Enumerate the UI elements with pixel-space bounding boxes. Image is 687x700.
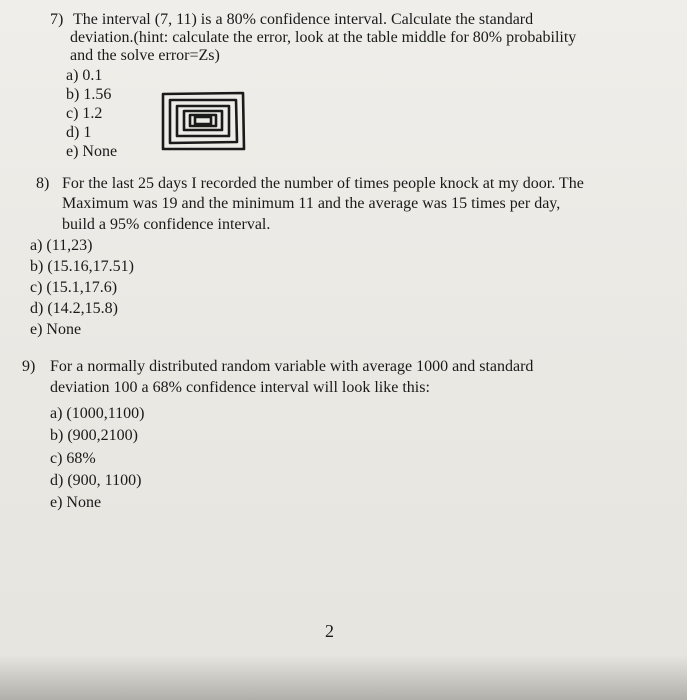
question-number: 8): [36, 175, 50, 192]
question-text-line: and the solve error=Zs): [70, 47, 220, 64]
nested-square-doodle: [160, 90, 246, 152]
answer-option: e) None: [66, 143, 118, 160]
answer-option: b) (900,2100): [50, 427, 138, 444]
answer-option: b) (15.16,17.51): [30, 258, 134, 275]
answer-option: a) (1000,1100): [50, 405, 145, 422]
answer-option: a) (11,23): [30, 237, 93, 254]
question-text-line: build a 95% confidence interval.: [62, 216, 271, 233]
answer-option: d) (14.2,15.8): [30, 300, 118, 317]
answer-option: d) (900, 1100): [50, 472, 142, 489]
question-text-line: The interval (7, 11) is a 80% confidence interval. Calculate the standard: [73, 11, 534, 28]
page-number: 2: [325, 621, 334, 641]
question-number: 9): [22, 358, 36, 375]
page-shadow: [0, 655, 687, 700]
answer-option: d) 1: [66, 124, 92, 141]
question-text-line: deviation.(hint: calculate the error, look at the table middle for 80% probability: [70, 29, 577, 46]
question-text-line: Maximum was 19 and the minimum 11 and the average was 15 times per day,: [62, 195, 561, 212]
answer-option: b) 1.56: [66, 86, 112, 103]
question-text-line: For a normally distributed random variable with average 1000 and standard: [50, 358, 534, 375]
answer-option: e) None: [50, 494, 102, 511]
question-number: 7): [50, 11, 64, 28]
answer-option: c) 68%: [50, 450, 96, 467]
answer-option: a) 0.1: [66, 67, 103, 84]
answer-option: c) (15.1,17.6): [30, 279, 118, 296]
question-text-line: For the last 25 days I recorded the number of times people knock at my door. The: [62, 175, 584, 192]
answer-option: c) 1.2: [66, 105, 103, 122]
question-text-line: deviation 100 a 68% confidence interval will look like this:: [50, 379, 430, 396]
answer-option: e) None: [30, 321, 82, 338]
